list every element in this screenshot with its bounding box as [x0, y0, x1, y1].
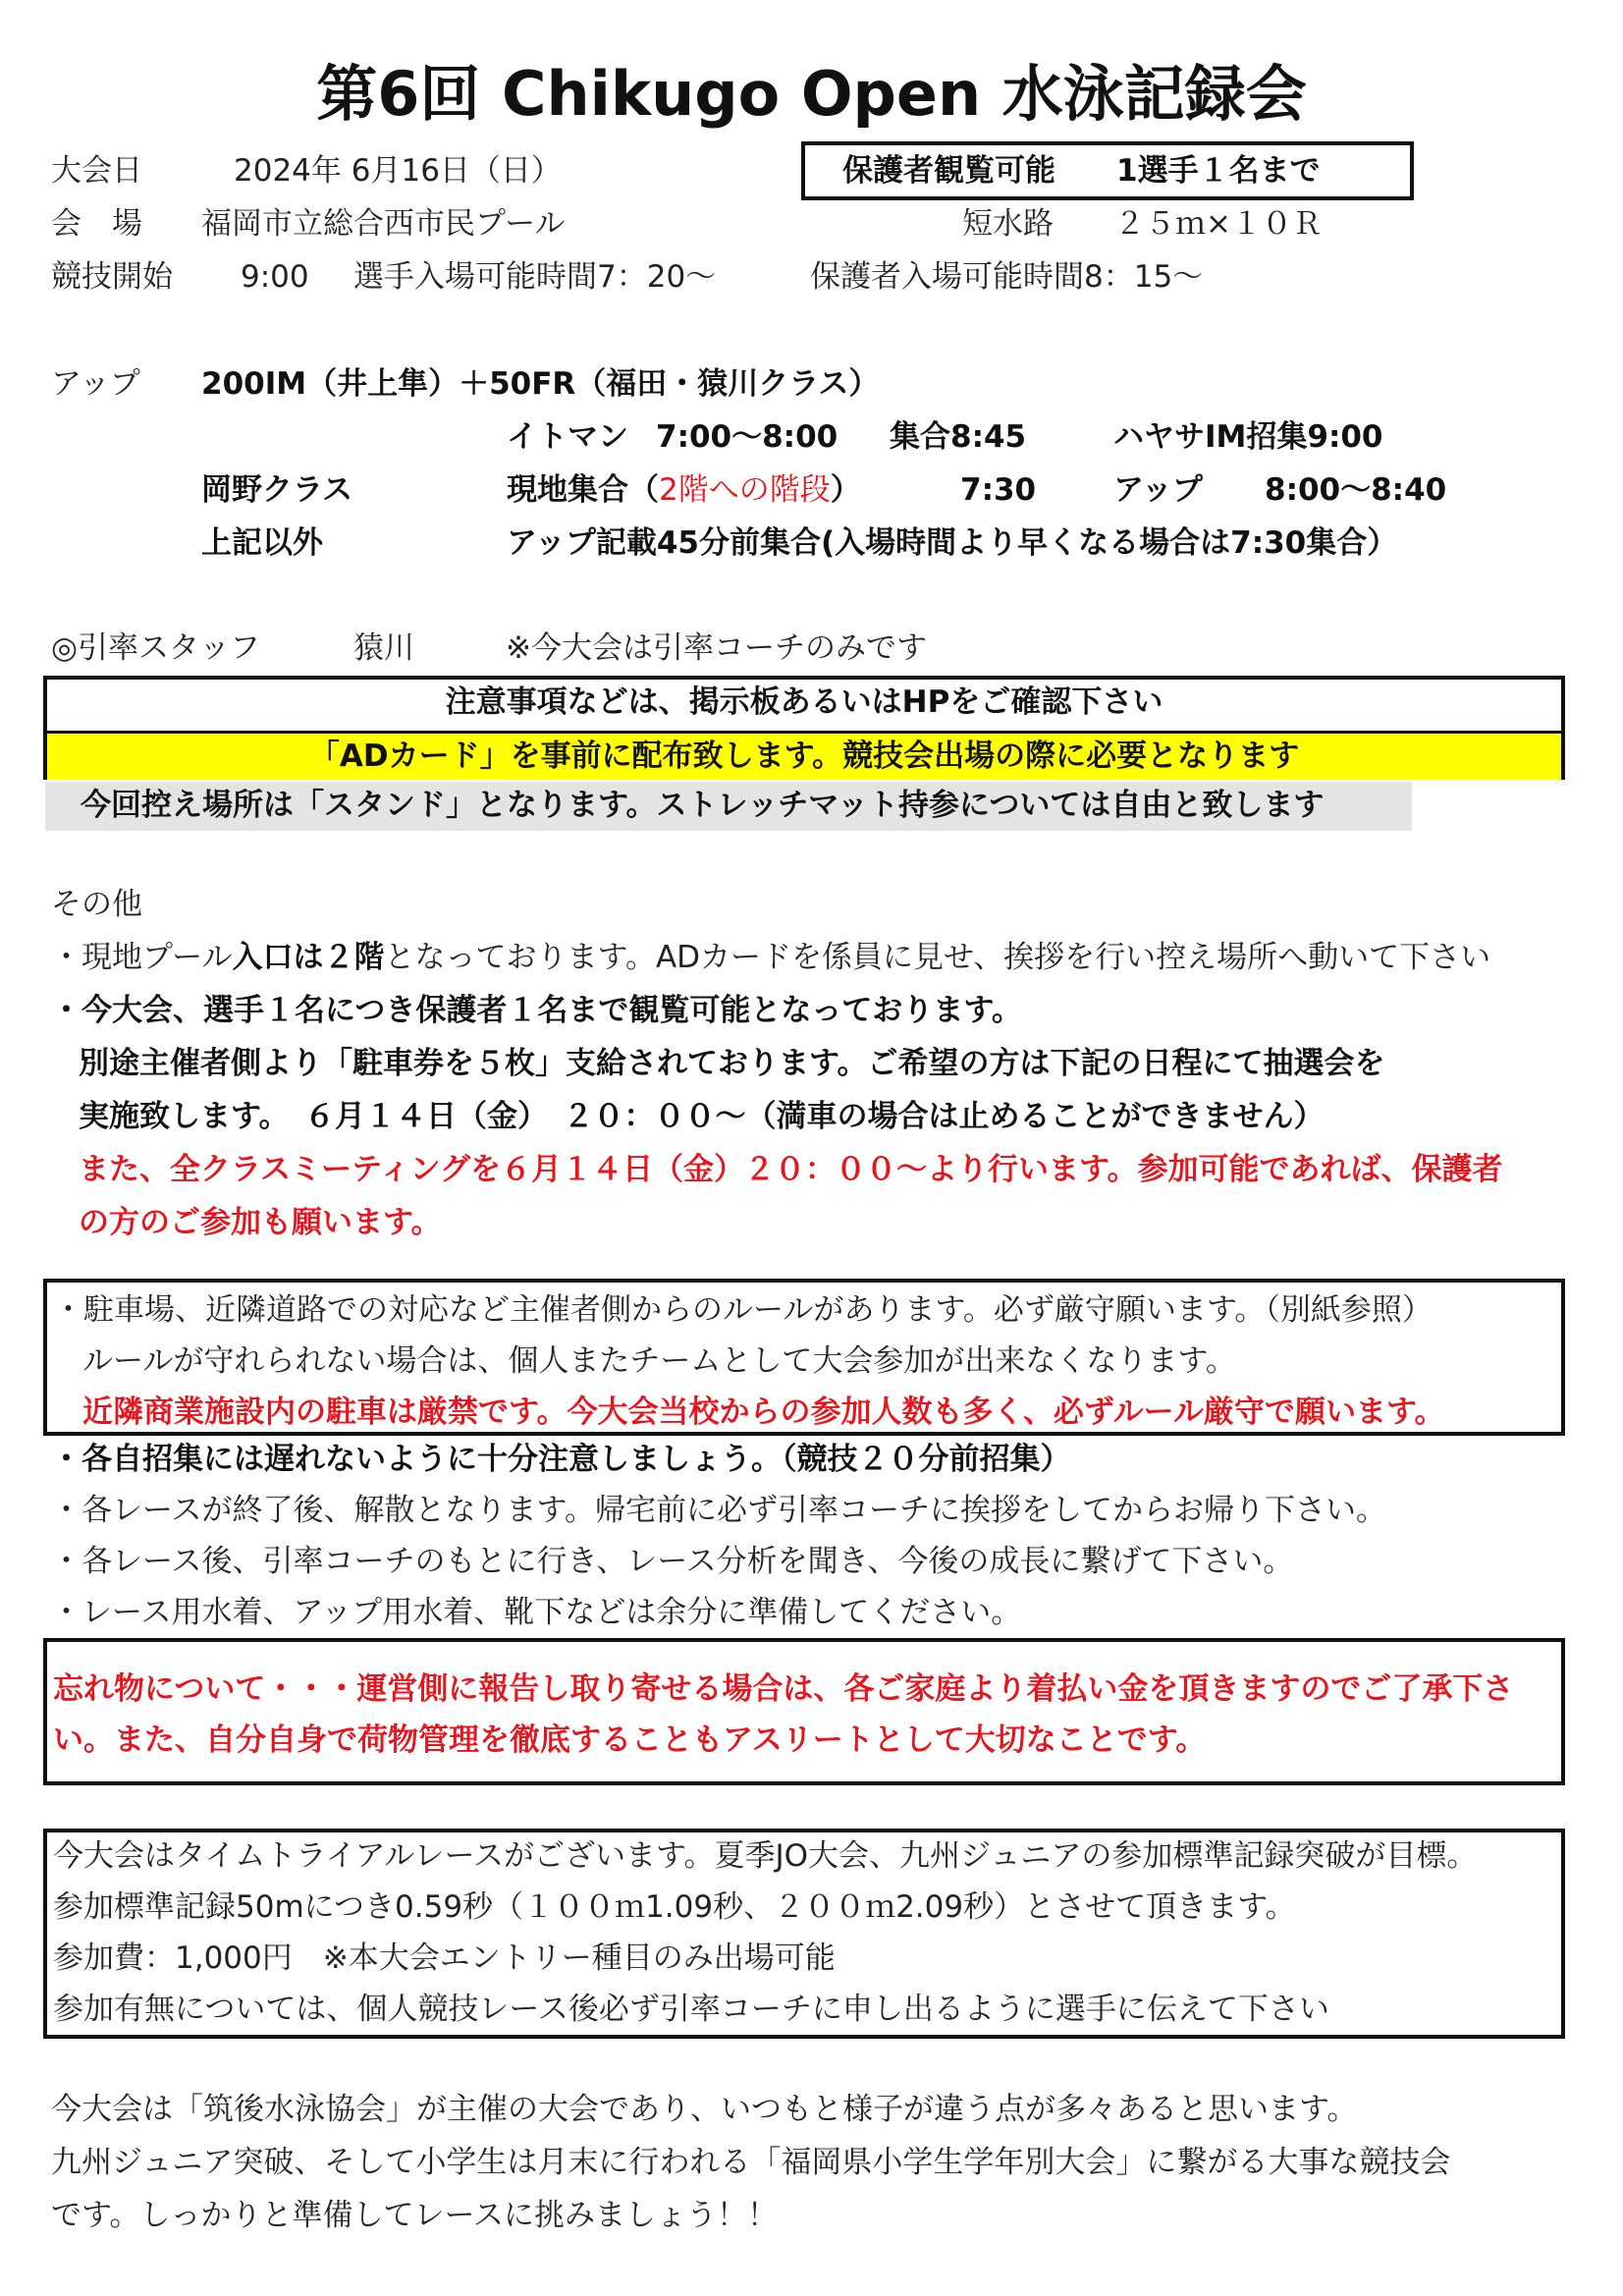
other-heading: その他 [51, 887, 142, 922]
parking-line-3: 近隣商業施設内の駐車は厳禁です。今大会当校からの参加人数も多く、必ずルール厳守で願います。 [82, 1394, 1445, 1430]
closing-line-2: 九州ジュニア突破、そして小学生は月末に行われる「福岡県小学生学年別大会」に繋がる大事な競技会 [51, 2145, 1451, 2180]
ad-card-note: 「ADカード」を事前に配布致します。競技会出場の際に必要となります [308, 738, 1300, 774]
notice-box [43, 676, 1565, 780]
spectator-box [801, 141, 1414, 200]
other-line-1 [51, 936, 1490, 979]
lost-items-box [43, 1638, 1565, 1785]
okano-time: 7:30 [960, 472, 1037, 508]
other-line-4: 実施致します。 ６月１４日（金） ２０：００～（満車の場合は止めることができません） [79, 1099, 1325, 1134]
guardian-entry: 保護者入場可能時間8：15～ [810, 259, 1204, 295]
itoman-gather: 集合8:45 [890, 419, 1027, 455]
itoman-time: 7:00～8:00 [656, 419, 839, 455]
start-label: 競技開始 [51, 259, 173, 295]
start-value: 9:00 [241, 259, 309, 295]
rule-3: ・各レース後、引率コーチのもとに行き、レース分析を聞き、今後の成長に繋げて下さい。 [51, 1544, 1294, 1579]
staff-name: 猿川 [353, 630, 414, 666]
athlete-entry: 選手入場可能時間7：20～ [353, 259, 717, 295]
okano-meet-a: 現地集合（ [507, 472, 659, 508]
time-trial-line-4: 参加有無については、個人競技レース後必ず引率コーチに申し出るように選手に伝えて下さい [53, 1992, 1329, 2027]
okano-up-time: 8:00～8:40 [1265, 472, 1447, 508]
staff-note: ※今大会は引率コーチのみです [506, 630, 927, 666]
other-line-1a: ・現地プール [51, 940, 233, 975]
parking-box [43, 1279, 1565, 1436]
others-value: アップ記載45分前集合(入場時間より早くなる場合は7:30集合） [507, 525, 1398, 561]
time-trial-line-2: 参加標準記録50mにつき0.59秒（１００ｍ1.09秒、２００ｍ2.09秒）とさせて頂きます。 [53, 1889, 1296, 1925]
other-line-1-bold: 入口は２階 [232, 940, 385, 975]
staff-label: ◎引率スタッフ [51, 630, 261, 666]
standby-banner [45, 782, 1412, 831]
page-title: 第6回 Chikugo Open 水泳記録会 [316, 58, 1307, 130]
lost-line-1: 忘れ物について・・・運営側に報告し取り寄せる場合は、各ご家庭より着払い金を頂きますのでご了承下さ [53, 1671, 1514, 1707]
date-value: 2024年 6月16日（日） [234, 153, 562, 189]
ad-card-banner [47, 731, 1561, 780]
itoman-label: イトマン [507, 419, 628, 455]
time-trial-line-1: 今大会はタイムトライアルレースがございます。夏季JO大会、九州ジュニアの参加標準記録突破が目標。 [53, 1838, 1478, 1874]
okano-meet-stairs: 2階への階段 [659, 472, 831, 508]
time-trial-line-3: 参加費：1,000円 ※本大会エントリー種目のみ出場可能 [53, 1941, 836, 1976]
others-label: 上記以外 [201, 525, 323, 561]
lost-line-2: い。また、自分自身で荷物管理を徹底することもアスリートとして大切なことです。 [53, 1722, 1207, 1758]
rule-1: ・各自招集には遅れないように十分注意しましょう。（競技２０分前招集） [51, 1442, 1071, 1477]
spectator-note: 保護者観覧可能 1選手１名まで [842, 153, 1321, 189]
pool-value: 短水路 ２５ｍ×１０Ｒ [962, 206, 1323, 242]
venue-label: 会 場 [51, 206, 142, 242]
other-line-2: ・今大会、選手１名につき保護者１名まで観覧可能となっております。 [51, 993, 1022, 1028]
okano-meet-b: ） [830, 472, 861, 508]
date-label: 大会日 [51, 153, 142, 189]
other-line-1b: となっております。ADカードを係員に見せ、挨拶を行い控え場所へ動いて下さい [384, 940, 1491, 975]
time-trial-box [43, 1829, 1565, 2039]
other-line-5: また、全クラスミーティングを６月１４日（金）２０：００～より行います。参加可能であれば、保護者 [79, 1152, 1503, 1187]
closing-line-3: です。しっかりと準備してレースに挑みましょう！！ [51, 2198, 778, 2233]
hayasa-call: ハヤサIM招集9:00 [1113, 419, 1383, 455]
warmup-line1: 200IM（井上隼）＋50FR（福田・猿川クラス） [201, 366, 880, 402]
closing-line-1: 今大会は「筑後水泳協会」が主催の大会であり、いつもと様子が違う点が多々あると思います。 [51, 2092, 1358, 2127]
other-line-6: の方のご参加も願います。 [79, 1205, 442, 1240]
other-line-3: 別途主催者側より「駐車券を５枚」支給されております。ご希望の方は下記の日程にて抽選会を [79, 1046, 1385, 1081]
warmup-label: アップ [51, 366, 140, 402]
okano-up-label: アップ [1113, 472, 1203, 508]
standby-note: 今回控え場所は「スタンド」となります。ストレッチマット持参については自由と致します [81, 788, 1325, 823]
okano-meet [507, 468, 861, 512]
rule-4: ・レース用水着、アップ用水着、靴下などは余分に準備してください。 [51, 1595, 1022, 1630]
parking-line-1: ・駐車場、近隣道路での対応など主催者側からのルールがあります。必ず厳守願います。（別紙参照） [53, 1292, 1433, 1328]
venue-value: 福岡市立総合西市民プール [201, 206, 566, 242]
okano-label: 岡野クラス [201, 472, 353, 508]
rule-2: ・各レースが終了後、解散となります。帰宅前に必ず引率コーチに挨拶をしてからお帰り下さい。 [51, 1493, 1386, 1528]
parking-line-2: ルールが守れられない場合は、個人またチームとして大会参加が出来なくなります。 [82, 1343, 1236, 1379]
notice-board: 注意事項などは、掲示板あるいはHPをご確認下さい [445, 684, 1163, 720]
